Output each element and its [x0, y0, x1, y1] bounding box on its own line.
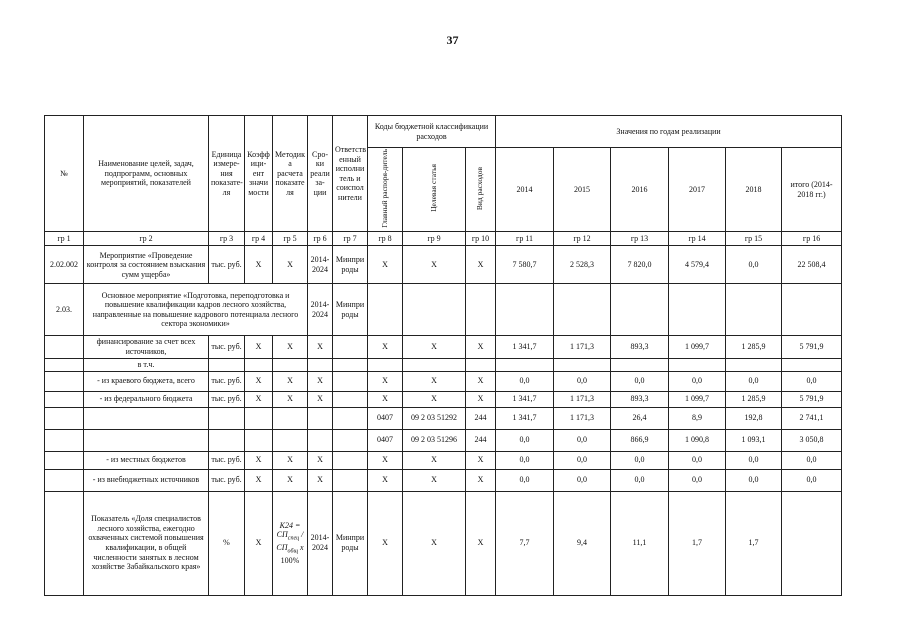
col-number: гр 15 — [726, 232, 782, 246]
cell-name: - из федерального бюджета — [84, 391, 209, 407]
cell-2016: 7 820,0 — [611, 246, 669, 284]
cell-unit: % — [209, 491, 245, 595]
header-year-2018: 2018 — [726, 148, 782, 232]
cell-total: 2 741,1 — [782, 407, 842, 429]
cell-2017: 4 579,4 — [669, 246, 726, 284]
cell-expense-type: X — [466, 371, 496, 391]
cell-2017: 8,9 — [669, 407, 726, 429]
header-responsible: Ответств енный исполни тель и соиспол нители — [333, 116, 368, 232]
cell-2015: 2 528,3 — [554, 246, 611, 284]
header-values-by-year: Значения по годам реализации — [496, 116, 842, 148]
cell-unit: тыс. руб. — [209, 391, 245, 407]
column-number-row — [45, 232, 842, 246]
cell-2014: 0,0 — [496, 371, 554, 391]
cell-name: - из краевого бюджета, всего — [84, 371, 209, 391]
cell-num: 2.03. — [45, 284, 84, 336]
cell-expense-type: 244 — [466, 429, 496, 451]
formula-b-sub: общ — [287, 548, 299, 555]
cell-2016: 866,9 — [611, 429, 669, 451]
cell-terms: X — [308, 469, 333, 491]
cell-method: X — [273, 451, 308, 469]
cell-coef: X — [245, 336, 273, 358]
cell-chief-manager: X — [368, 371, 403, 391]
header-total: итого (2014-2018 гг.) — [782, 148, 842, 232]
cell-total: 5 791,9 — [782, 336, 842, 358]
col-number: гр 12 — [554, 232, 611, 246]
cell-total: 22 508,4 — [782, 246, 842, 284]
cell-2016: 893,3 — [611, 391, 669, 407]
cell-2018: 1 285,9 — [726, 336, 782, 358]
cell-expense-type: X — [466, 451, 496, 469]
cell-expense-type: X — [466, 469, 496, 491]
cell-2015: 9,4 — [554, 491, 611, 595]
col-number: гр 10 — [466, 232, 496, 246]
header-year-2017: 2017 — [669, 148, 726, 232]
cell-2014: 0,0 — [496, 451, 554, 469]
cell-responsible: Минпри роды — [333, 246, 368, 284]
cell-terms: 2014-2024 — [308, 246, 333, 284]
cell-chief-manager: X — [368, 246, 403, 284]
cell-method: X — [273, 336, 308, 358]
cell-2015: 0,0 — [554, 451, 611, 469]
cell-2015: 1 171,3 — [554, 336, 611, 358]
cell-expense-type: X — [466, 491, 496, 595]
cell-coef: X — [245, 451, 273, 469]
table-row — [45, 469, 842, 491]
cell-2017: 0,0 — [669, 371, 726, 391]
cell-chief-manager: X — [368, 469, 403, 491]
cell-2016: 893,3 — [611, 336, 669, 358]
cell-name: - из местных бюджетов — [84, 451, 209, 469]
cell-total: 3 050,8 — [782, 429, 842, 451]
col-number: гр 9 — [403, 232, 466, 246]
cell-2018: 0,0 — [726, 371, 782, 391]
cell-target-article: X — [403, 336, 466, 358]
table-row — [45, 391, 842, 407]
formula-slash: / — [299, 530, 304, 540]
header-year-2014: 2014 — [496, 148, 554, 232]
cell-coef: X — [245, 371, 273, 391]
cell-terms: X — [308, 451, 333, 469]
cell-method: X — [273, 371, 308, 391]
cell-name: финансирование за счет всех источников, — [84, 336, 209, 358]
cell-coef: X — [245, 491, 273, 595]
cell-terms: 2014-2024 — [308, 491, 333, 595]
cell-name: в т.ч. — [84, 358, 209, 371]
col-number: гр 8 — [368, 232, 403, 246]
cell-chief-manager: X — [368, 451, 403, 469]
cell-2015: 0,0 — [554, 371, 611, 391]
cell-total: 0,0 — [782, 371, 842, 391]
cell-2016: 0,0 — [611, 469, 669, 491]
cell-coef: X — [245, 246, 273, 284]
cell-coef: X — [245, 391, 273, 407]
cell-unit: тыс. руб. — [209, 246, 245, 284]
cell-2017: 1 099,7 — [669, 336, 726, 358]
header-chief-manager: Главный распоря-дитель — [379, 149, 389, 228]
cell-name: Мероприятие «Проведение контроля за состоянием взыскания сумм ущерба» — [84, 246, 209, 284]
formula-lhs: K24 = — [279, 520, 301, 530]
cell-2014: 0,0 — [496, 429, 554, 451]
col-number: гр 3 — [209, 232, 245, 246]
header-method: Методик а расчета показате ля — [273, 116, 308, 232]
formula-b: СП — [276, 543, 288, 553]
cell-chief-manager: 0407 — [368, 407, 403, 429]
header-name: Наименование целей, задач, подпрограмм, основных мероприятий, показателей — [84, 116, 209, 232]
cell-unit: тыс. руб. — [209, 451, 245, 469]
header-budget-codes: Коды бюджетной классификации расходов — [368, 116, 496, 148]
cell-2018: 1 093,1 — [726, 429, 782, 451]
table-row — [45, 284, 842, 336]
col-number: гр 1 — [45, 232, 84, 246]
col-number: гр 6 — [308, 232, 333, 246]
cell-2015: 0,0 — [554, 469, 611, 491]
header-year-2016: 2016 — [611, 148, 669, 232]
formula-times: x — [298, 543, 304, 553]
cell-name: Основное мероприятие «Подготовка, переподготовка и повышение квалификации кадров лесного хозяйства, направленные на повышение кадрового потенциала лесного сектора экономики» — [84, 284, 308, 336]
cell-2014: 1 341,7 — [496, 336, 554, 358]
cell-total: 0,0 — [782, 469, 842, 491]
col-number: гр 2 — [84, 232, 209, 246]
header-expense-type: Вид расходов — [475, 166, 485, 210]
formula-a: СП — [276, 530, 288, 540]
header-num: № — [45, 116, 84, 232]
cell-2016: 11,1 — [611, 491, 669, 595]
cell-2015: 1 171,3 — [554, 391, 611, 407]
cell-responsible: Минпри роды — [333, 491, 368, 595]
col-number: гр 16 — [782, 232, 842, 246]
cell-terms: X — [308, 336, 333, 358]
table-row — [45, 246, 842, 284]
col-number: гр 7 — [333, 232, 368, 246]
header-terms: Сро-ки реали за-ции — [308, 116, 333, 232]
indicators-table — [44, 115, 842, 596]
formula-pct: 100% — [280, 555, 300, 565]
cell-terms: X — [308, 391, 333, 407]
cell-coef: X — [245, 469, 273, 491]
cell-2016: 0,0 — [611, 451, 669, 469]
cell-method: X — [273, 469, 308, 491]
cell-2018: 0,0 — [726, 451, 782, 469]
cell-num: 2.02.002 — [45, 246, 84, 284]
cell-unit: тыс. руб. — [209, 469, 245, 491]
cell-2015: 0,0 — [554, 429, 611, 451]
table-row — [45, 429, 842, 451]
page-number: 37 — [446, 33, 459, 47]
cell-2016: 0,0 — [611, 371, 669, 391]
cell-2015: 1 171,3 — [554, 407, 611, 429]
cell-2017: 1 099,7 — [669, 391, 726, 407]
table-row — [45, 336, 842, 358]
cell-target-article: X — [403, 491, 466, 595]
cell-total: 0,0 — [782, 451, 842, 469]
cell-2017: 0,0 — [669, 469, 726, 491]
cell-responsible: Минпри роды — [333, 284, 368, 336]
cell-method: X — [273, 246, 308, 284]
cell-target-article: X — [403, 246, 466, 284]
table-row — [45, 451, 842, 469]
cell-total — [782, 491, 842, 595]
cell-name: - из внебюджетных источников — [84, 469, 209, 491]
cell-expense-type: 244 — [466, 407, 496, 429]
cell-chief-manager: X — [368, 336, 403, 358]
col-number: гр 14 — [669, 232, 726, 246]
col-number: гр 5 — [273, 232, 308, 246]
cell-expense-type: X — [466, 336, 496, 358]
cell-2016: 26,4 — [611, 407, 669, 429]
header-unit: Единица измере-ния показате-ля — [209, 116, 245, 232]
cell-unit: тыс. руб. — [209, 336, 245, 358]
cell-total: 5 791,9 — [782, 391, 842, 407]
col-number: гр 4 — [245, 232, 273, 246]
cell-terms: X — [308, 371, 333, 391]
cell-2018: 1 285,9 — [726, 391, 782, 407]
table-row — [45, 358, 842, 371]
cell-2014: 1 341,7 — [496, 407, 554, 429]
cell-target-article: X — [403, 391, 466, 407]
cell-2017: 1 090,8 — [669, 429, 726, 451]
cell-chief-manager: 0407 — [368, 429, 403, 451]
table-row — [45, 407, 842, 429]
cell-2014: 7 580,7 — [496, 246, 554, 284]
cell-2018: 192,8 — [726, 407, 782, 429]
cell-target-article: 09 2 03 51292 — [403, 407, 466, 429]
cell-target-article: X — [403, 451, 466, 469]
cell-2018: 0,0 — [726, 246, 782, 284]
cell-chief-manager: X — [368, 491, 403, 595]
cell-2014: 1 341,7 — [496, 391, 554, 407]
cell-method: X — [273, 391, 308, 407]
cell-2017: 0,0 — [669, 451, 726, 469]
table-row — [45, 371, 842, 391]
cell-2014: 0,0 — [496, 469, 554, 491]
cell-target-article: X — [403, 371, 466, 391]
cell-target-article: X — [403, 469, 466, 491]
formula-a-sub: спец — [287, 535, 300, 542]
cell-target-article: 09 2 03 51296 — [403, 429, 466, 451]
cell-2018: 1,7 — [726, 491, 782, 595]
cell-method-formula — [273, 491, 308, 595]
cell-expense-type: X — [466, 391, 496, 407]
cell-2017: 1,7 — [669, 491, 726, 595]
header-coef: Коэфф ици-ент значи мости — [245, 116, 273, 232]
cell-chief-manager: X — [368, 391, 403, 407]
cell-2014: 7,7 — [496, 491, 554, 595]
cell-unit: тыс. руб. — [209, 371, 245, 391]
cell-name: Показатель «Доля специалистов лесного хозяйства, ежегодно охваченных системой повышения квалификации, в общей численности занятых в лесном хозяйстве Забайкальского края» — [84, 491, 209, 595]
cell-2018: 0,0 — [726, 469, 782, 491]
cell-terms: 2014-2024 — [308, 284, 333, 336]
cell-expense-type: X — [466, 246, 496, 284]
header-target-article: Целевая статья — [428, 164, 438, 213]
header-year-2015: 2015 — [554, 148, 611, 232]
col-number: гр 11 — [496, 232, 554, 246]
col-number: гр 13 — [611, 232, 669, 246]
table-row — [45, 491, 842, 595]
